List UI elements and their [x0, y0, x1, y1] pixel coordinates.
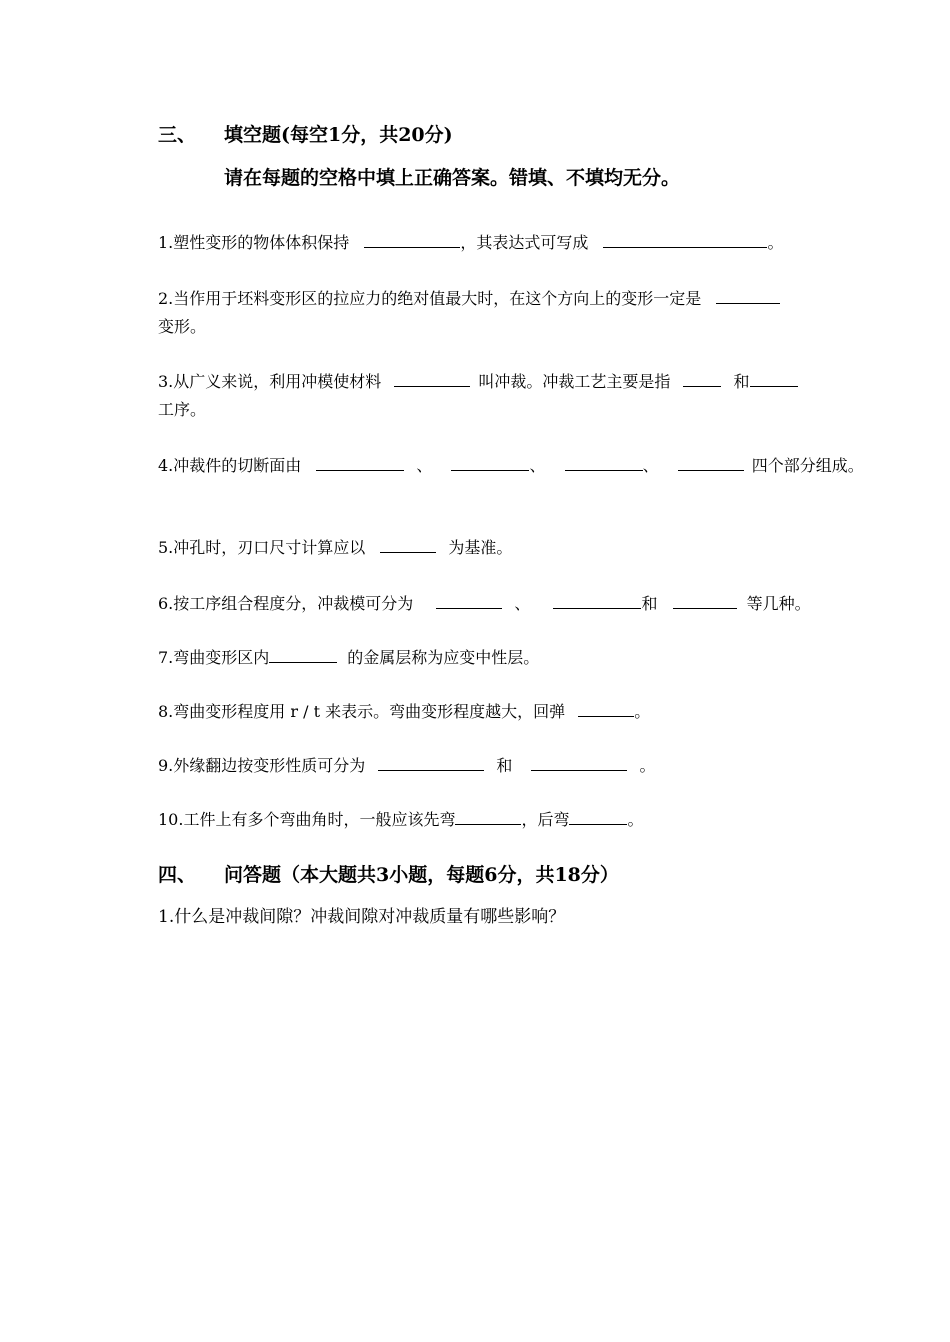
answer-blank: [380, 536, 436, 553]
question-6-text-d: 等几种。: [746, 594, 811, 613]
question-4-text-a: 4.冲裁件的切断面由: [158, 456, 302, 475]
question-10-text-b: ，后弯: [521, 810, 570, 829]
question-6-text-a: 6.按工序组合程度分，冲裁模可分为: [158, 594, 414, 613]
question-3-line-2: 工序。: [158, 400, 207, 419]
answer-blank: [269, 646, 337, 663]
question-4-text-c: 、: [529, 456, 546, 475]
question-9-text-a: 9.外缘翻边按变形性质可分为: [158, 756, 366, 775]
question-7-text-b: 的金属层称为应变中性层。: [347, 648, 540, 667]
answer-blank: [378, 754, 484, 771]
answer-blank: [673, 592, 737, 609]
answer-blank: [451, 454, 529, 471]
section-3-number: 三、: [158, 124, 197, 146]
question-2: [158, 286, 780, 309]
answer-blank: [578, 700, 634, 717]
question-5-text-b: 为基准。: [448, 538, 513, 557]
question-3-text-a: 3.从广义来说，利用冲模使材料: [158, 372, 382, 391]
question-3-text-c: 和: [733, 372, 750, 391]
question-5-text-a: 5.冲孔时，刃口尺寸计算应以: [158, 538, 366, 557]
answer-blank: [750, 370, 798, 387]
question-10: [158, 807, 643, 830]
question-2-text-a: 2.当作用于坯料变形区的拉应力的绝对值最大时，在这个方向上的变形一定是: [158, 289, 702, 308]
question-1-text-a: 1.塑性变形的物体体积保持: [158, 233, 350, 252]
section-4-question-1: 1.什么是冲裁间隙？冲裁间隙对冲裁质量有哪些影响？: [158, 907, 566, 927]
answer-blank: [553, 592, 641, 609]
answer-blank: [455, 808, 521, 825]
answer-blank: [683, 370, 721, 387]
question-8-text-b: 。: [634, 702, 651, 721]
question-10-text-c: 。: [627, 810, 644, 829]
section-4-number: 四、: [158, 864, 197, 886]
answer-blank: [569, 808, 627, 825]
answer-blank: [603, 231, 767, 248]
answer-blank: [565, 454, 643, 471]
question-2-line-2: 变形。: [158, 317, 207, 336]
answer-blank: [316, 454, 404, 471]
question-8: [158, 699, 650, 722]
question-10-text-a: 10.工件上有多个弯曲角时，一般应该先弯: [158, 810, 456, 829]
question-5: [158, 535, 512, 558]
question-9: [158, 753, 656, 776]
section-3-title: 填空题(每空1分，共20分): [224, 124, 453, 146]
question-3: [158, 369, 798, 392]
question-3-text-b: 叫冲裁。冲裁工艺主要是指: [478, 372, 671, 391]
question-9-text-c: 。: [639, 756, 656, 775]
question-4-text-d: 、: [642, 456, 659, 475]
question-1-text-b: ，其表达式可写成: [460, 233, 589, 252]
section-4-title: 问答题（本大题共3小题，每题6分，共18分）: [224, 864, 619, 886]
answer-blank: [716, 287, 780, 304]
question-4-text-e: 四个部分组成。: [751, 456, 864, 475]
question-9-text-b: 和: [496, 756, 513, 775]
answer-blank: [364, 231, 460, 248]
question-4: [158, 453, 864, 476]
question-6-text-c: 和: [641, 594, 658, 613]
question-1: [158, 230, 784, 253]
question-1-text-c: 。: [767, 233, 784, 252]
answer-blank: [436, 592, 502, 609]
question-6-text-b: 、: [514, 594, 531, 613]
question-4-text-b: 、: [416, 456, 433, 475]
answer-blank: [531, 754, 627, 771]
question-6: [158, 591, 811, 614]
answer-blank: [394, 370, 470, 387]
question-7: [158, 645, 539, 668]
question-8-text-a: 8.弯曲变形程度用 r / t 来表示。弯曲变形程度越大，回弹: [158, 702, 566, 721]
question-7-text-a: 7.弯曲变形区内: [158, 648, 270, 667]
answer-blank: [678, 454, 744, 471]
section-3-instruction: 请在每题的空格中填上正确答案。错填、不填均无分。: [224, 167, 681, 189]
